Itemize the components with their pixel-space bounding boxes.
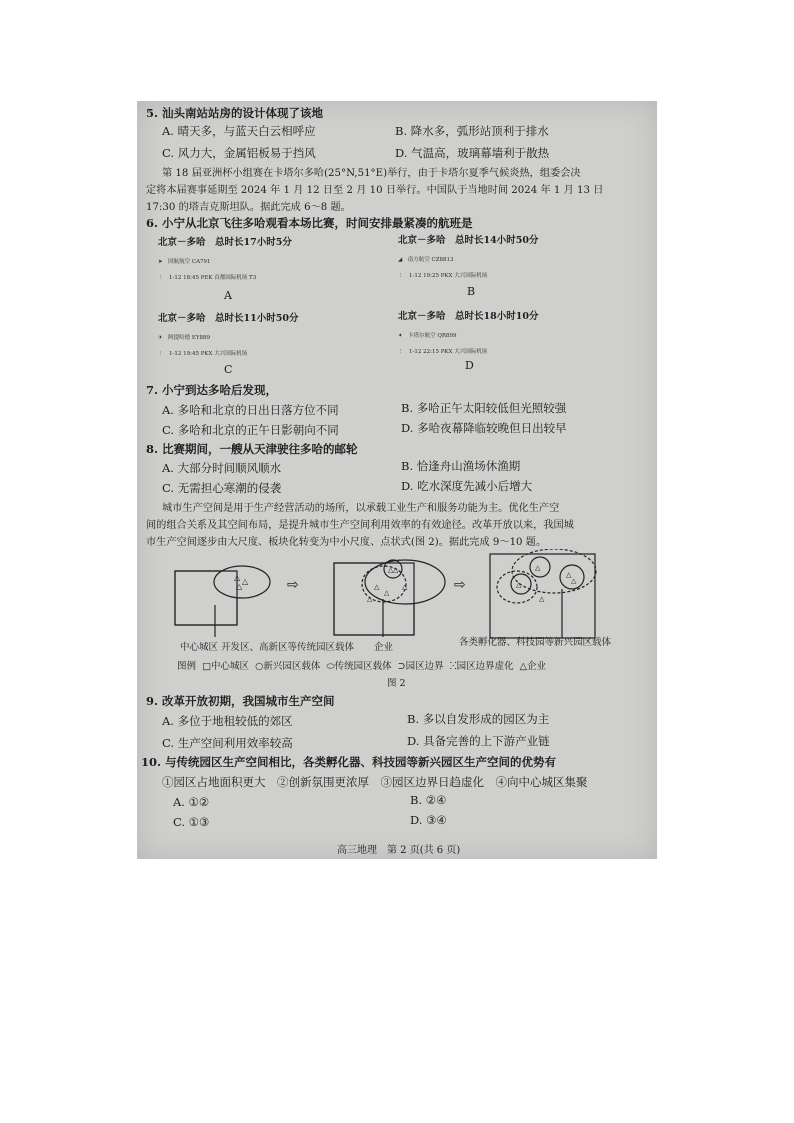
legend-item-emerging: 新兴园区载体 [263,661,321,672]
enterprise-icon: △ [242,577,249,586]
q9-option-a: A. 多位于地租较低的郊区 [162,714,293,728]
flight-a-duration: 总时长17小时5分 [215,237,292,248]
intro1-line1: 第 18 届亚洲杯小组赛在卡塔尔多哈(25°N,51°E)举行，由于卡塔尔夏季气候炎热，组委会决 [162,168,581,179]
airline-logo-icon: ◢ [398,257,403,263]
flight-c-airline: 阿提哈德 EY889 [168,335,211,341]
park-boundary-blur [512,549,596,593]
arrow-right-icon: ⇨ [287,577,299,593]
enterprise-icon: △ [367,595,373,603]
flight-card-a [158,234,292,281]
stage-1 [175,566,270,637]
figure-label-right: 各类孵化器、科技园等新兴园区载体 [459,637,612,648]
q8-stem: 8. 比赛期间，一艘从天津驶往多哈的邮轮 [146,442,358,456]
q5-stem: 5. 汕头南站站房的设计体现了该地 [146,106,324,120]
flight-card-d [398,308,538,355]
intro2-line3: 市生产空间逐步由大尺度、板块化转变为中小尺度、点状式(图 2)。据此完成 9～10 题。 [146,537,547,548]
enterprise-icon: △ [374,583,380,591]
intro1-line3: 17:30 的塔吉克斯坦队。据此完成 6～8 题。 [146,202,351,213]
q8-option-c: C. 无需担心寒潮的侵袭 [162,481,282,495]
enterprise-icon: △ [571,577,577,585]
flight-card-b [398,232,538,279]
q7-option-d: D. 多哈夜幕降临较晚但日出较早 [401,421,567,435]
q8-option-b: B. 恰逢舟山渔场休渔期 [401,459,521,473]
airline-logo-icon: ✦ [398,333,403,339]
q8-option-d: D. 吃水深度先减小后增大 [401,479,533,493]
enterprise-icon: △ [535,564,541,572]
legend-item-traditional: 传统园区载体 [334,661,392,672]
flight-a-route: 北京－多哈 [158,237,206,248]
flight-c-route: 北京－多哈 [158,313,206,324]
flight-b-duration: 总时长14小时50分 [455,235,539,246]
enterprise-icon: △ [566,571,572,579]
flight-c-mark: C [224,363,233,376]
q7-option-b: B. 多哈正午太阳较低但光照较强 [401,401,567,415]
q5-option-d: D. 气温高，玻璃幕墙利于散热 [395,146,550,160]
legend-circle-icon: ○ [255,661,264,672]
q8-option-a: A. 大部分时间顺风顺水 [162,461,282,475]
q9-option-d: D. 具备完善的上下游产业链 [407,734,550,748]
q10-stem: 10. 与传统园区生产空间相比，各类孵化器、科技园等新兴园区生产空间的优势有 [141,755,557,769]
arrow-right-icon: ⇨ [454,577,466,593]
legend-ellipse-icon: ⬭ [326,661,335,672]
legend-title: 图例 [177,661,197,672]
q10-option-b: B. ②④ [410,793,447,807]
flight-a-mark: A [224,289,232,302]
enterprise-icon: △ [539,595,545,603]
enterprise-icon: △ [516,581,522,589]
legend-triangle-icon: △ [519,661,527,672]
figure-label-left: 中心城区 开发区、高新区等传统园区载体 [180,642,355,653]
legend-item-central: 中心城区 [211,661,250,672]
timeline-dots-icon: ⋮ [158,351,164,357]
legend-blur-boundary-icon: ⁙ [449,661,457,672]
enterprise-icon: △ [402,583,408,591]
timeline-dots-icon: ⋮ [398,273,404,279]
q5-option-a: A. 晴天多，与蓝天白云相呼应 [162,124,316,138]
enterprise-icon: △ [384,589,390,597]
flight-b-depart: 1-12 19:25 PKX 大兴国际机场 [409,273,488,279]
q10-option-c: C. ①③ [173,815,210,829]
timeline-dots-icon: ⋮ [398,349,404,355]
exam-page-photo [137,101,657,859]
legend-item-boundary-blur: 园区边界虚化 [456,661,514,672]
flight-d-depart: 1-12 22:15 PKX 大兴国际机场 [409,349,488,355]
flight-a-depart: 1-12 18:45 PEK 首都国际机场 T3 [169,275,257,281]
flight-b-airline: 南方航空 CZ8813 [407,257,454,263]
enterprise-group-3 [516,564,577,603]
figure-legend [177,658,546,672]
airline-logo-icon: ✈ [158,335,163,341]
airline-logo-icon: ➤ [158,259,163,265]
timeline-dots-icon: ⋮ [158,275,164,281]
flight-c-duration: 总时长11小时50分 [215,313,299,324]
flight-d-route: 北京－多哈 [398,311,446,322]
figure-caption: 图 2 [387,678,406,689]
q10-option-d: D. ③④ [410,813,447,827]
enterprise-icon: △ [393,566,399,574]
q5-option-c: C. 风力大，金属铝板易于挡风 [162,146,316,160]
enterprise-icon: △ [234,573,241,582]
legend-item-boundary: 园区边界 [405,661,444,672]
intro2-line2: 间的组合关系及其空间布局，是提升城市生产空间利用效率的有效途径。改革开放以来，我国城 [146,520,574,531]
intro2-line1: 城市生产空间是用于生产经营活动的场所，以承载工业生产和服务功能为主。优化生产空 [162,503,560,514]
q7-option-a: A. 多哈和北京的日出日落方位不同 [162,403,339,417]
flight-card-c [158,310,298,357]
enterprise-icon: △ [236,582,243,591]
intro1-line2: 定将本届赛事延期至 2024 年 1 月 12 日至 2 月 10 日举行。中国队于当地时间 2024 年 1 月 13 日 [146,185,604,196]
legend-item-enterprise: 企业 [526,661,546,672]
page-footer: 高三地理 第 2 页(共 6 页) [337,845,461,856]
flight-d-mark: D [465,359,474,372]
flight-d-airline: 卡塔尔航空 QR899 [408,333,457,339]
flight-d-duration: 总时长18小时10分 [455,311,539,322]
q7-option-c: C. 多哈和北京的正午日影朝向不同 [162,423,339,437]
q10-items: ①园区占地面积更大 ②创新氛围更浓厚 ③园区边界日趋虚化 ④向中心城区集聚 [162,775,588,789]
flight-b-mark: B [467,285,476,298]
q10-option-a: A. ①② [173,795,210,809]
flight-b-route: 北京－多哈 [398,235,446,246]
q9-option-b: B. 多以自发形成的园区为主 [407,712,550,726]
q9-stem: 9. 改革开放初期，我国城市生产空间 [146,694,335,708]
legend-square-icon: □ [202,661,212,672]
q7-stem: 7. 小宁到达多哈后发现， [146,383,278,397]
q6-stem: 6. 小宁从北京飞往多哈观看本场比赛，时间安排最紧凑的航班是 [146,216,473,230]
flight-a-airline: 国航航空 CA791 [168,259,211,265]
flight-c-depart: 1-12 19:45 PKX 大兴国际机场 [169,351,248,357]
figure-label-enterprise: 企业 [374,642,394,653]
legend-boundary-icon: ⊃ [397,661,406,672]
q9-option-c: C. 生产空间利用效率较高 [162,736,293,750]
enterprise-icon: △ [388,566,394,574]
stage-3 [490,549,596,638]
q5-option-b: B. 降水多，弧形站顶利于排水 [395,124,549,138]
